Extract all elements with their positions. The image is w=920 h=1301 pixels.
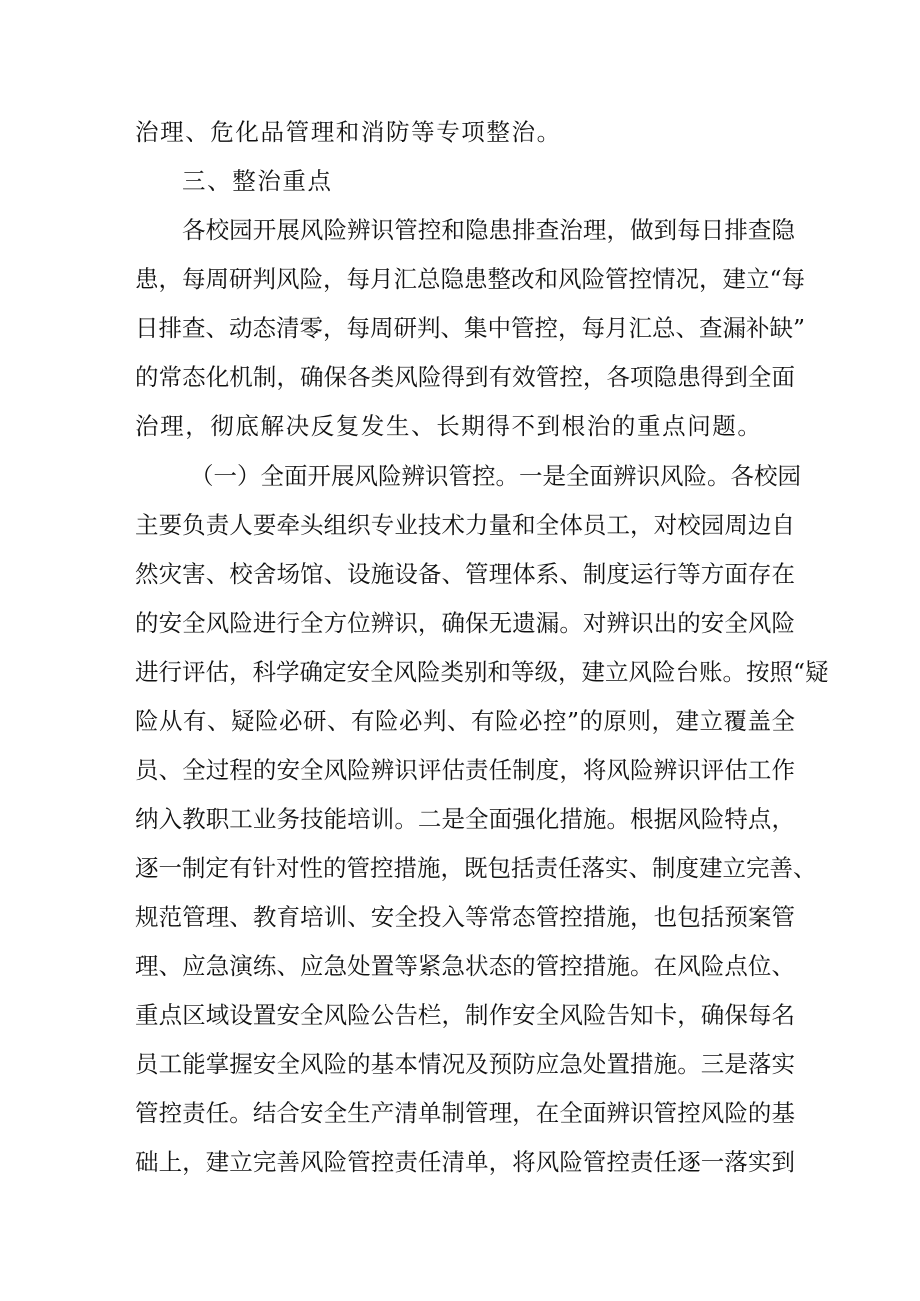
text-line: 患，每周研判风险，每月汇总隐患整改和风险管控情况，建立“每 (135, 265, 806, 293)
text-line: 重点区域设置安全风险公告栏，制作安全风险告知卡，确保每名 (135, 1001, 795, 1029)
text-line: 员工能掌握安全风险的基本情况及预防应急处置措施。三是落实 (135, 1050, 795, 1078)
text-line: 的常态化机制，确保各类风险得到有效管控，各项隐患得到全面 (135, 363, 795, 391)
text-line: 员、全过程的安全风险辨识评估责任制度，将风险辨识评估工作 (135, 756, 795, 784)
text-line: 主要负责人要牵头组织专业技术力量和全体员工，对校园周边自 (135, 511, 795, 539)
section-heading: 三、整治重点 (182, 167, 333, 195)
text-line: 逐一制定有针对性的管控措施，既包括责任落实、制度建立完善、 (135, 854, 817, 882)
text-line: 日排查、动态清零，每周研判、集中管控，每月汇总、查漏补缺” (135, 314, 806, 342)
text-line: 础上，建立完善风险管控责任清单，将风险管控责任逐一落实到 (135, 1148, 795, 1176)
text-line: 各校园开展风险辨识管控和隐患排查治理，做到每日排查隐 (182, 216, 795, 244)
text-line: 治理、危化品管理和消防等专项整治。 (135, 118, 562, 146)
subsection-line: （一）全面开展风险辨识管控。一是全面辨识风险。各校园 (190, 462, 801, 490)
text-line: 的安全风险进行全方位辨识，确保无遗漏。对辨识出的安全风险 (135, 609, 795, 637)
text-line: 规范管理、教育培训、安全投入等常态管控措施，也包括预案管 (135, 903, 795, 931)
text-line: 然灾害、校舍场馆、设施设备、管理体系、制度运行等方面存在 (135, 560, 795, 588)
text-line: 进行评估，科学确定安全风险类别和等级，建立风险台账。按照“疑 (135, 658, 829, 686)
text-line: 理、应急演练、应急处置等紧急状态的管控措施。在风险点位、 (135, 952, 795, 980)
text-line: 纳入教职工业务技能培训。二是全面强化措施。根据风险特点， (135, 805, 795, 833)
text-line: 治理，彻底解决反复发生、长期得不到根治的重点问题。 (135, 412, 763, 440)
text-line: 险从有、疑险必研、有险必判、有险必控”的原则，建立覆盖全 (135, 707, 795, 735)
text-line: 管控责任。结合安全生产清单制管理，在全面辨识管控风险的基 (135, 1099, 795, 1127)
